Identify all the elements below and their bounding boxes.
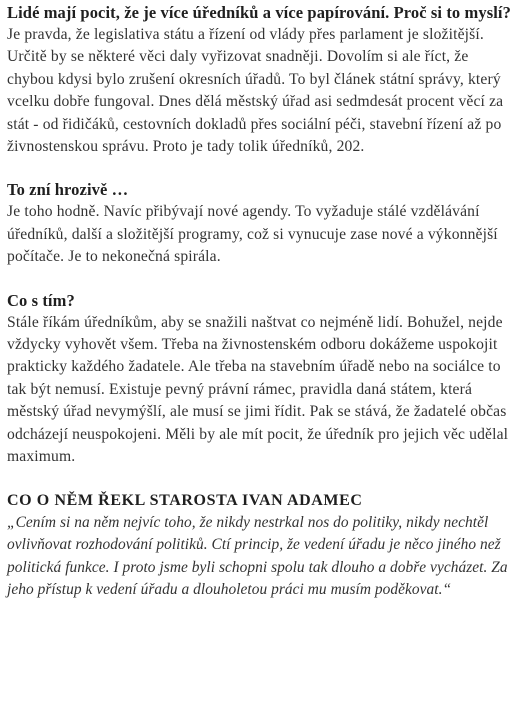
interview-section-2 xyxy=(7,179,511,268)
mayor-quote-heading: CO O NĚM ŘEKL STAROSTA IVAN ADAMEC xyxy=(7,491,363,509)
interview-question: Lidé mají pocit, že je více úředníků a více papírování. Proč si to myslí? xyxy=(7,3,511,22)
paragraph-spacer xyxy=(7,469,511,490)
mayor-quote-text: „Cením si na něm nejvíc toho, že nikdy nestrkal nos do politiky, nikdy nechtěl ovlivňovat rozhodování politiků. Ctí princip, že vedení úřadu je něco jiného než politická funkce. I proto jsme byli schopni spolu tak dlouho a dobře vycházet. Za jeho přístup k vedení úřadu a dlouholetou práci mu musím poděkovat.“ xyxy=(7,513,508,599)
paragraph-spacer xyxy=(7,269,511,290)
interview-question: To zní hrozivě … xyxy=(7,180,129,200)
interview-section-1 xyxy=(7,2,511,158)
article xyxy=(7,2,511,602)
paragraph-spacer xyxy=(7,158,511,179)
mayor-quote-box xyxy=(7,490,511,602)
interview-answer: Je toho hodně. Navíc přibývají nové agendy. To vyžaduje stálé vzdělávání úředníků, další a složitější programy, což si vynucuje zase nové a výkonnější počítače. Je to nekonečná spirála. xyxy=(7,203,498,266)
interview-question: Co s tím? xyxy=(7,290,75,310)
interview-answer: Stále říkám úředníkům, aby se snažili naštvat co nejméně lidí. Bohužel, nejde vždycky vyhovět všem. Třeba na živnostenském odboru dokážeme uspokojit prakticky každého žadatele. Ale třeba na stavebním úřadě nebo na sociálce to tak být nemusí. Existuje pevný právní rámec, pravidla daná státem, která městský úřad nevymýšlí, ale musí se jimi řídit. Pak se stává, že žadatelé občas odcházejí neuspokojeni. Měli by ale mít pocit, že úředník pro jejich věc udělal maximum. xyxy=(7,313,509,466)
interview-section-3 xyxy=(7,290,511,469)
interview-answer: Je pravda, že legislativa státu a řízení od vlády přes parlament je složitější. Určitě by se některé věci daly vyřizovat snadněji. Dovolím si ale říct, že chybou kdysi bylo zrušení okresních úřadů. To byl článek státní správy, který vcelku dobře fungoval. Dnes dělá městský úřad asi sedmdesát procent věcí za stát - od řidičáků, cestovních dokladů přes sociální péči, stavební řízení až po živnostenskou správu. Proto je tady tolik úředníků, 202. xyxy=(7,26,504,156)
